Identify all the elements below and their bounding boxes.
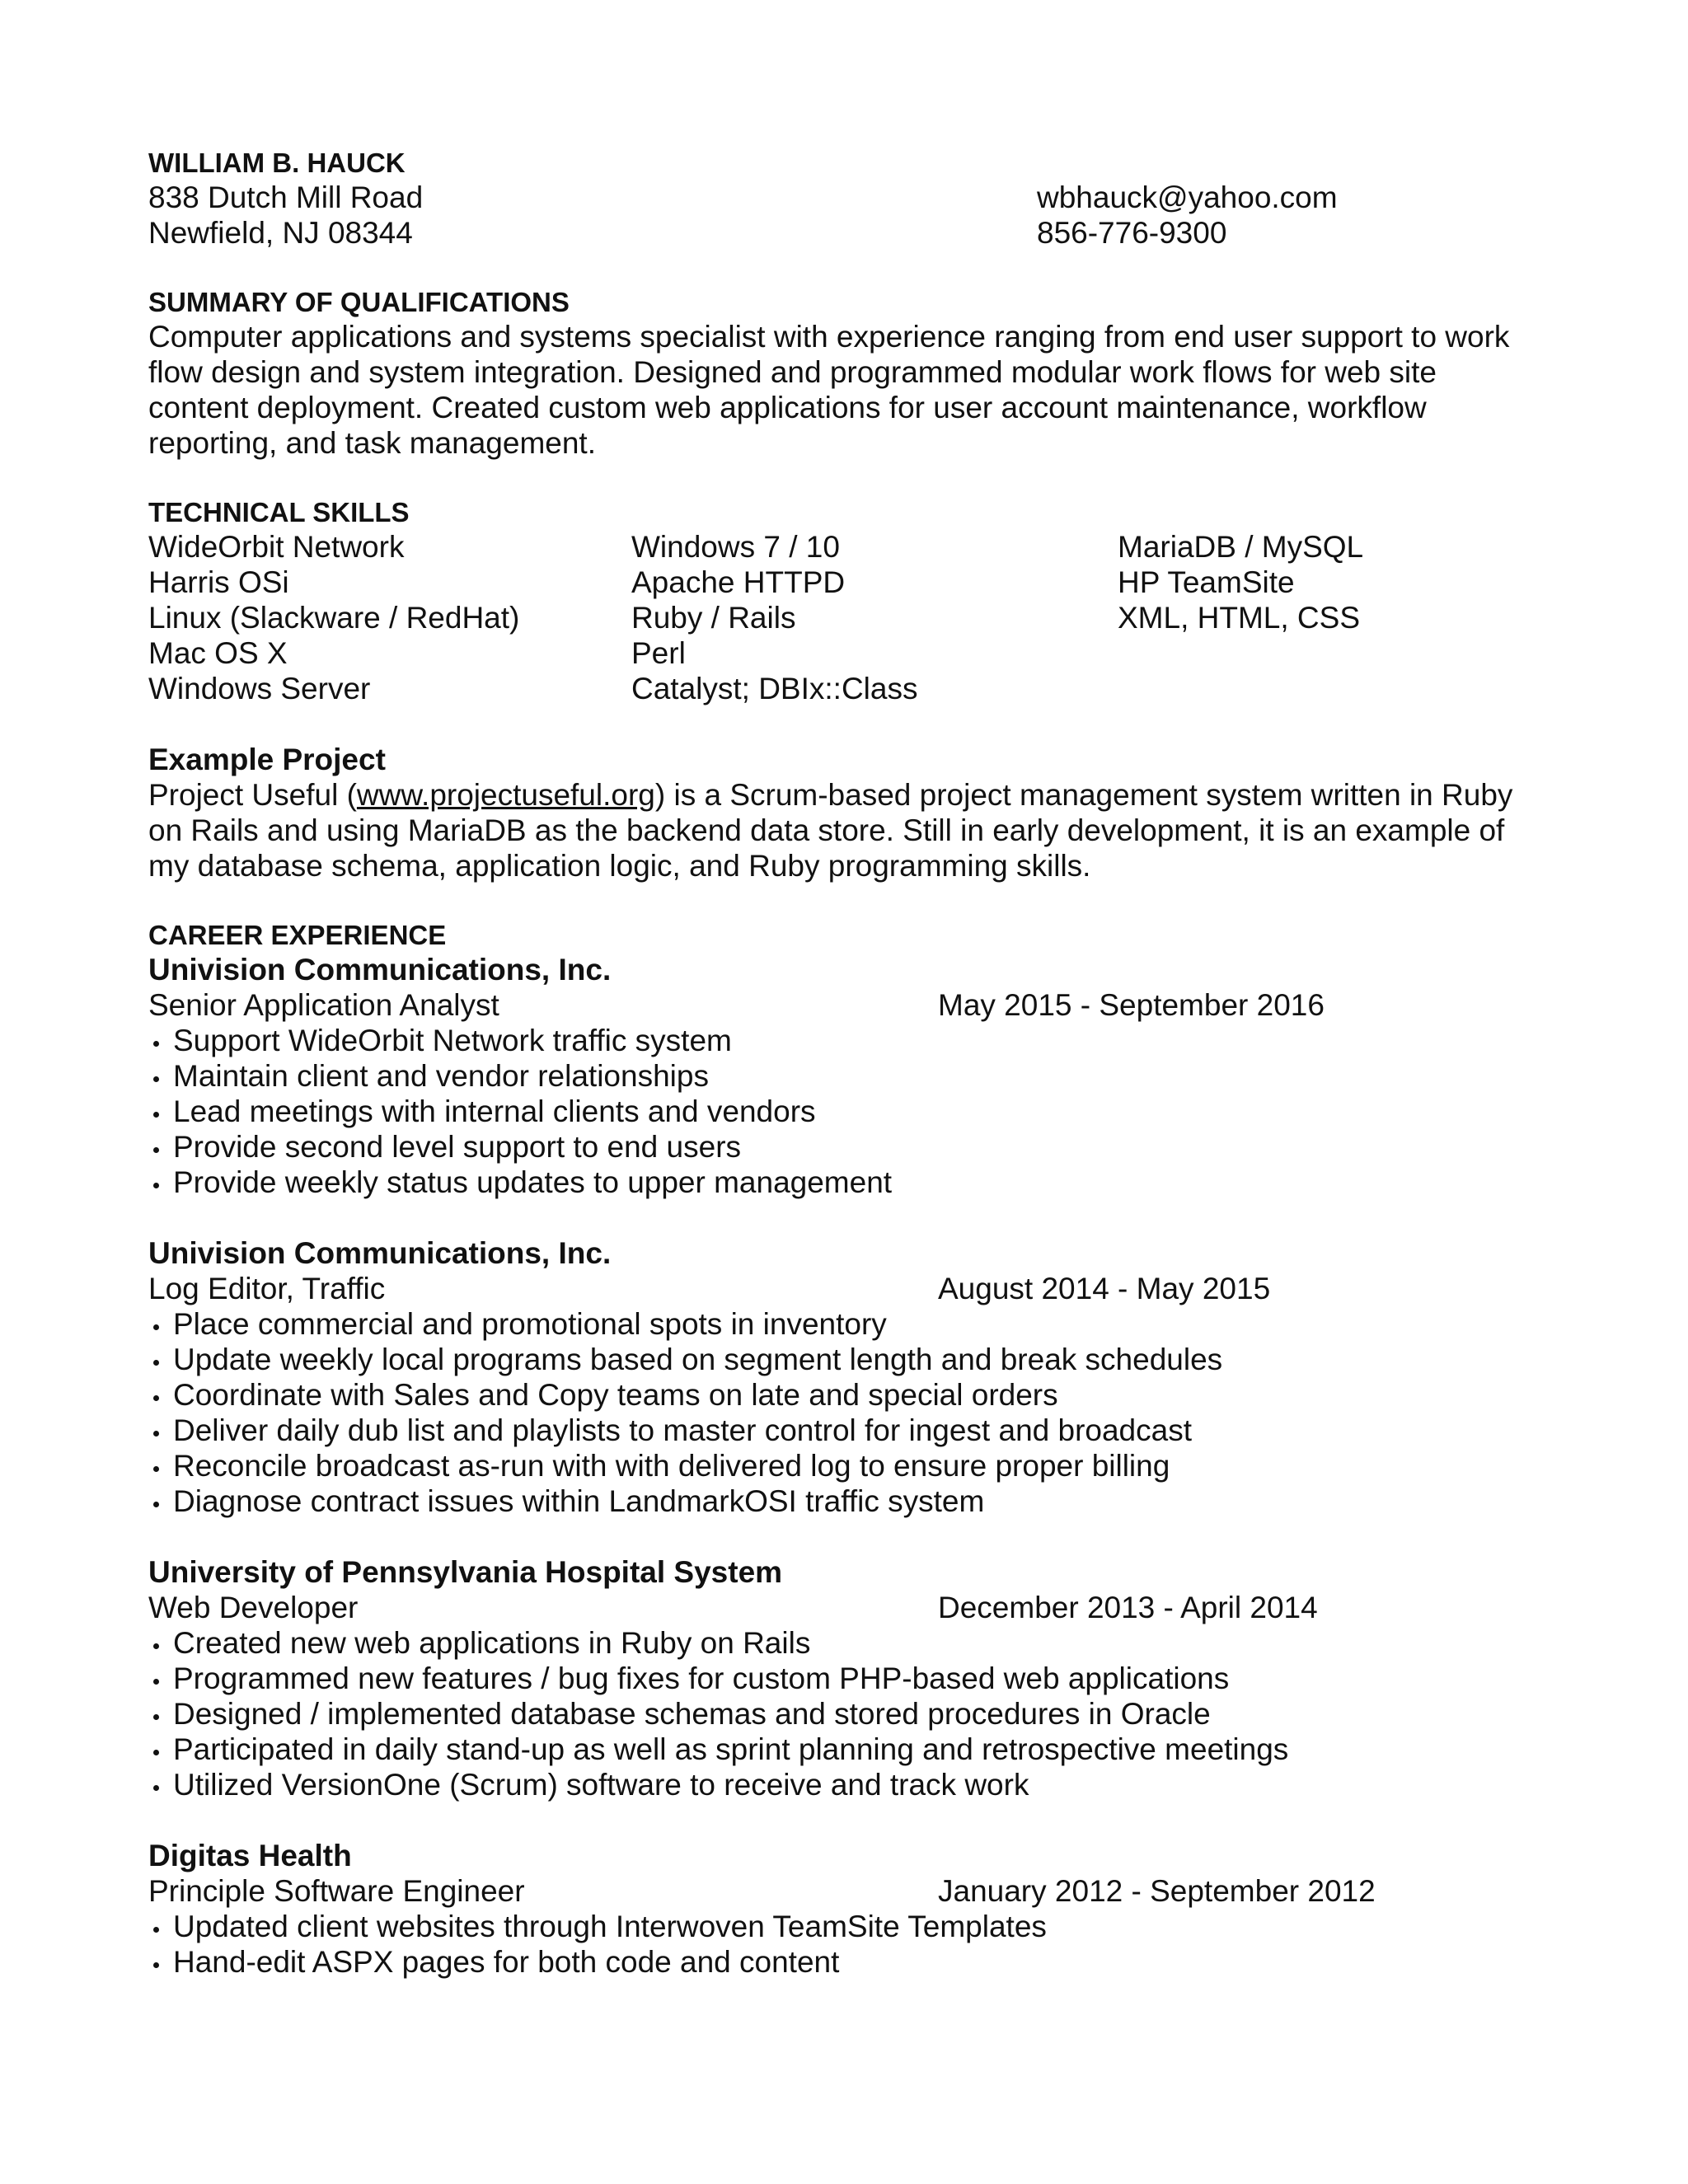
job-bullet: Update weekly local programs based on segment length and break schedules <box>148 1342 1533 1377</box>
job-bullet: Created new web applications in Ruby on Rails <box>148 1625 1533 1661</box>
job-bullet: Coordinate with Sales and Copy teams on late and special orders <box>148 1377 1533 1413</box>
job-bullet: Hand-edit ASPX pages for both code and content <box>148 1944 1533 1980</box>
job-role-row <box>148 1271 1533 1306</box>
job-entry <box>148 952 1533 1200</box>
spacer <box>148 1802 1533 1838</box>
skill-item: Harris OSi <box>148 565 289 599</box>
spacer <box>148 251 1533 286</box>
job-role-row <box>148 1873 1533 1909</box>
skills-heading: TECHNICAL SKILLS <box>148 497 410 527</box>
job-bullet: Maintain client and vendor relationships <box>148 1058 1533 1094</box>
skill-item: Apache HTTPD <box>631 565 846 599</box>
skill-item: Catalyst; DBIx::Class <box>631 672 918 705</box>
skill-item: Perl <box>631 636 686 670</box>
resume-page <box>148 147 1533 1980</box>
skill-item: Linux (Slackware / RedHat) <box>148 601 520 635</box>
skill-empty <box>1118 671 1533 706</box>
job-bullets <box>148 1909 1533 1980</box>
job-company: Univision Communications, Inc. <box>148 953 612 987</box>
job-title: Senior Application Analyst <box>148 988 499 1022</box>
job-bullet: Programmed new features / bug fixes for custom PHP-based web applications <box>148 1661 1533 1696</box>
spacer <box>148 883 1533 919</box>
summary-heading: SUMMARY OF QUALIFICATIONS <box>148 287 570 317</box>
job-bullet: Utilized VersionOne (Scrum) software to receive and track work <box>148 1767 1533 1802</box>
job-bullet: Designed / implemented database schemas and stored procedures in Oracle <box>148 1696 1533 1732</box>
project-heading: Example Project <box>148 743 386 776</box>
job-company: University of Pennsylvania Hospital System <box>148 1555 783 1589</box>
job-bullet: Support WideOrbit Network traffic system <box>148 1023 1533 1058</box>
phone-number: 856-776-9300 <box>1037 216 1227 250</box>
project-line-suffix: ) is a Scrum-based project management system written in Ruby <box>654 778 1513 812</box>
skill-item: MariaDB / MySQL <box>1118 530 1364 564</box>
job-dates: August 2014 - May 2015 <box>938 1272 1271 1305</box>
project-line-prefix: Project Useful ( <box>148 778 357 812</box>
job-dates: May 2015 - September 2016 <box>938 988 1325 1022</box>
job-title: Log Editor, Traffic <box>148 1272 386 1305</box>
spacer <box>148 1519 1533 1554</box>
job-dates: December 2013 - April 2014 <box>938 1591 1318 1624</box>
job-entry <box>148 1838 1533 1980</box>
project-line-3: my database schema, application logic, and Ruby programming skills. <box>148 849 1091 883</box>
job-bullet: Place commercial and promotional spots in inventory <box>148 1306 1533 1342</box>
job-bullets <box>148 1306 1533 1519</box>
address-line-2: Newfield, NJ 08344 <box>148 216 413 250</box>
summary-text <box>148 319 1533 461</box>
address-line-1: 838 Dutch Mill Road <box>148 180 424 214</box>
spacer <box>148 706 1533 742</box>
job-company: Univision Communications, Inc. <box>148 1236 612 1270</box>
job-bullets <box>148 1023 1533 1200</box>
job-title: Web Developer <box>148 1591 359 1624</box>
project-line-2: on Rails and using MariaDB as the backend data store. Still in early development, it is an example of <box>148 813 1505 847</box>
skill-item: Windows 7 / 10 <box>631 530 840 564</box>
spacer <box>148 461 1533 496</box>
skill-item: Windows Server <box>148 672 371 705</box>
career-heading: CAREER EXPERIENCE <box>148 920 447 950</box>
email-address: wbhauck@yahoo.com <box>1037 180 1338 214</box>
summary-line: content deployment. Created custom web applications for user account maintenance, workflow <box>148 391 1427 424</box>
summary-line: Computer applications and systems specialist with experience ranging from end user support to work <box>148 320 1510 354</box>
job-entry <box>148 1554 1533 1802</box>
summary-line: flow design and system integration. Designed and programmed modular work flows for web site <box>148 355 1437 389</box>
project-line-1 <box>148 777 1533 813</box>
job-role-row <box>148 1590 1533 1625</box>
job-bullet: Deliver daily dub list and playlists to master control for ingest and broadcast <box>148 1413 1533 1448</box>
skill-item: Mac OS X <box>148 636 288 670</box>
skill-item: HP TeamSite <box>1118 565 1295 599</box>
job-bullet: Lead meetings with internal clients and vendors <box>148 1094 1533 1129</box>
job-bullet: Updated client websites through Interwoven TeamSite Templates <box>148 1909 1533 1944</box>
job-bullet: Provide second level support to end users <box>148 1129 1533 1165</box>
job-bullet: Participated in daily stand-up as well as sprint planning and retrospective meetings <box>148 1732 1533 1767</box>
job-bullet: Diagnose contract issues within LandmarkOSI traffic system <box>148 1483 1533 1519</box>
job-entry <box>148 1235 1533 1519</box>
skill-empty <box>1118 635 1533 671</box>
job-role-row <box>148 987 1533 1023</box>
job-bullets <box>148 1625 1533 1802</box>
spacer <box>148 1200 1533 1235</box>
candidate-name: WILLIAM B. HAUCK <box>148 148 406 178</box>
skill-item: WideOrbit Network <box>148 530 405 564</box>
skill-item: XML, HTML, CSS <box>1118 601 1360 635</box>
skills-grid <box>148 529 1533 706</box>
job-company: Digitas Health <box>148 1839 352 1872</box>
contact-row-1 <box>148 180 1533 215</box>
project-link[interactable]: www.projectuseful.org <box>356 778 655 812</box>
job-title: Principle Software Engineer <box>148 1874 525 1908</box>
job-dates: January 2012 - September 2012 <box>938 1874 1376 1908</box>
job-bullet: Reconcile broadcast as-run with with delivered log to ensure proper billing <box>148 1448 1533 1483</box>
skill-item: Ruby / Rails <box>631 601 796 635</box>
project-text <box>148 777 1533 883</box>
summary-line: reporting, and task management. <box>148 426 596 460</box>
job-bullet: Provide weekly status updates to upper management <box>148 1165 1533 1200</box>
contact-row-2 <box>148 215 1533 251</box>
